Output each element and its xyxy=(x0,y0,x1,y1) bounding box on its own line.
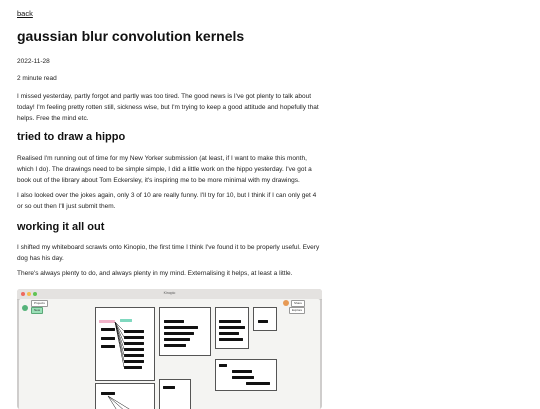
node[interactable] xyxy=(164,344,186,347)
section-heading-hippo: tried to draw a hippo xyxy=(17,131,126,143)
read-time: 2 minute read xyxy=(17,75,57,82)
post-title: gaussian blur convolution kernels xyxy=(17,28,245,44)
tiny-card[interactable] xyxy=(253,307,277,331)
explore-button[interactable]: Explore xyxy=(289,307,305,314)
connection-lines xyxy=(96,384,154,409)
node[interactable] xyxy=(246,382,270,385)
new-button[interactable]: New xyxy=(31,307,43,314)
working-paragraph-2: There's always plenty to do, and always plenty in my mind. Externalising it helps, at least a little. xyxy=(17,270,293,277)
list-card[interactable] xyxy=(159,307,211,356)
hippo-paragraph-1: Realised I'm running out of time for my New Yorker submission (at least, if I want to make this month, which I do). The drawings need to be simple simple, I did a little work on the hippo yesterday. I've got a book out of the library about Tom Eckersley, it's inspiring me to be more minimal with my drawings. xyxy=(17,155,312,184)
mind-map-card[interactable] xyxy=(95,307,155,381)
hippo-paragraph-2: I also looked over the jokes again, only 3 of 10 are really funny. I'll try for 10, but I think if I can only get 4 or so out then I'll just submit them. xyxy=(17,192,317,210)
kinopio-logo-icon xyxy=(22,305,28,311)
post-date: 2022-11-28 xyxy=(17,58,50,65)
node[interactable] xyxy=(164,338,190,341)
node[interactable] xyxy=(219,326,245,329)
working-paragraph-1: I shifted my whiteboard scrawls onto Kinopio, the first time I think I've found it to be properly useful. Every dog has his day. xyxy=(17,244,320,262)
section-heading-working: working it all out xyxy=(17,221,105,233)
node[interactable] xyxy=(219,338,243,341)
window-title: Kinopio xyxy=(163,291,176,295)
node[interactable] xyxy=(219,320,241,323)
space-button[interactable]: Projects xyxy=(31,300,48,307)
share-button[interactable]: Share xyxy=(291,300,305,307)
node[interactable] xyxy=(258,320,268,323)
node[interactable] xyxy=(164,332,194,335)
node[interactable] xyxy=(164,320,184,323)
small-card[interactable] xyxy=(215,307,249,349)
node[interactable] xyxy=(232,370,252,373)
node[interactable] xyxy=(164,326,198,329)
lower-card[interactable] xyxy=(95,383,155,409)
kinopio-screenshot xyxy=(17,289,322,409)
node[interactable] xyxy=(219,332,239,335)
intro-paragraph: I missed yesterday, partly forgot and partly was too tired. The good news is I've got plenty to talk about today! I'm feeling pretty rotten still, sickness wise, but I'm trying to keep a good attitude and hopefully that helps. Free the mind etc. xyxy=(17,93,319,122)
node[interactable] xyxy=(232,376,254,379)
node[interactable] xyxy=(219,364,227,367)
back-link[interactable]: back xyxy=(17,9,33,18)
node[interactable] xyxy=(163,386,175,389)
connection-lines xyxy=(96,308,154,380)
bottom-right-card[interactable] xyxy=(215,359,277,391)
kinopio-canvas xyxy=(19,299,320,409)
user-avatar[interactable] xyxy=(283,300,289,306)
